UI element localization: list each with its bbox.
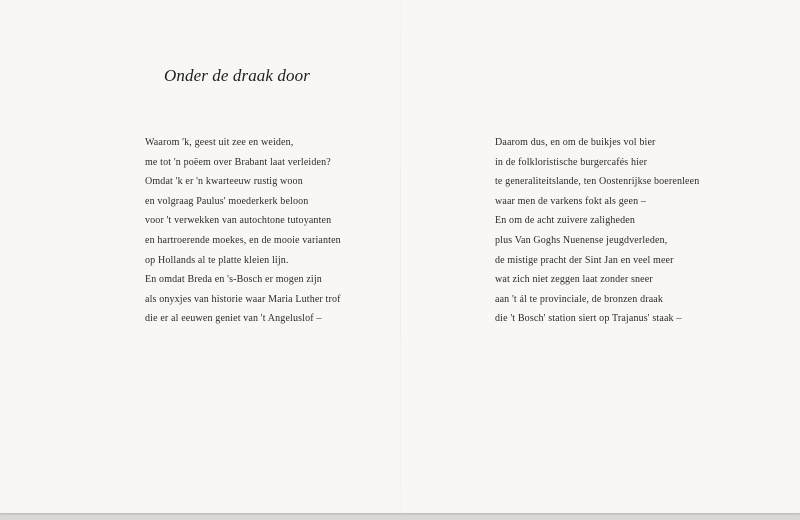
verse-line: plus Van Goghs Nuenense jeugdverleden,: [495, 234, 668, 246]
verse-line: voor 't verwekken van autochtone tutoyanten: [145, 215, 332, 227]
right-page-stanza: [495, 133, 699, 329]
verse-line: op Hollands al te platte kleien lijn.: [145, 254, 289, 266]
verse-line: die er al eeuwen geniet van 't Angeluslof –: [145, 313, 322, 325]
verse-line: die 't Bosch' station siert op Trajanus' staak –: [495, 313, 682, 325]
verse-line: Waarom 'k, geest uit zee en weiden,: [145, 137, 294, 148]
verse-line: waar men de varkens fokt als geen –: [495, 195, 647, 207]
verse-line: in de folkloristische burgercafés hier: [495, 156, 648, 168]
verse-line: wat zich niet zeggen laat zonder sneer: [495, 274, 653, 286]
verse-line: En omdat Breda en 's-Bosch er mogen zijn: [145, 274, 322, 286]
left-page-stanza: [145, 133, 341, 329]
poem-title: Onder de draak door: [164, 66, 310, 85]
verse-line: de mistige pracht der Sint Jan en veel meer: [495, 254, 674, 266]
verse-line: als onyxjes van historie waar Maria Luther trof: [145, 293, 341, 305]
verse-line: Daarom dus, en om de buikjes vol bier: [495, 137, 656, 148]
verse-line: me tot 'n poëem over Brabant laat verleiden?: [145, 156, 331, 168]
verse-line: te generaliteitslande, ten Oostenrijkse boerenleen: [495, 176, 700, 188]
verse-line: aan 't ál te provinciale, de bronzen draak: [495, 293, 664, 305]
verse-line: En om de acht zuivere zaligheden: [495, 215, 636, 227]
verse-line: Omdat 'k er 'n kwarteeuw rustig woon: [145, 176, 303, 188]
verse-line: en hartroerende moekes, en de mooie varianten: [145, 234, 341, 246]
verse-line: en volgraag Paulus' moederkerk beloon: [145, 195, 309, 207]
